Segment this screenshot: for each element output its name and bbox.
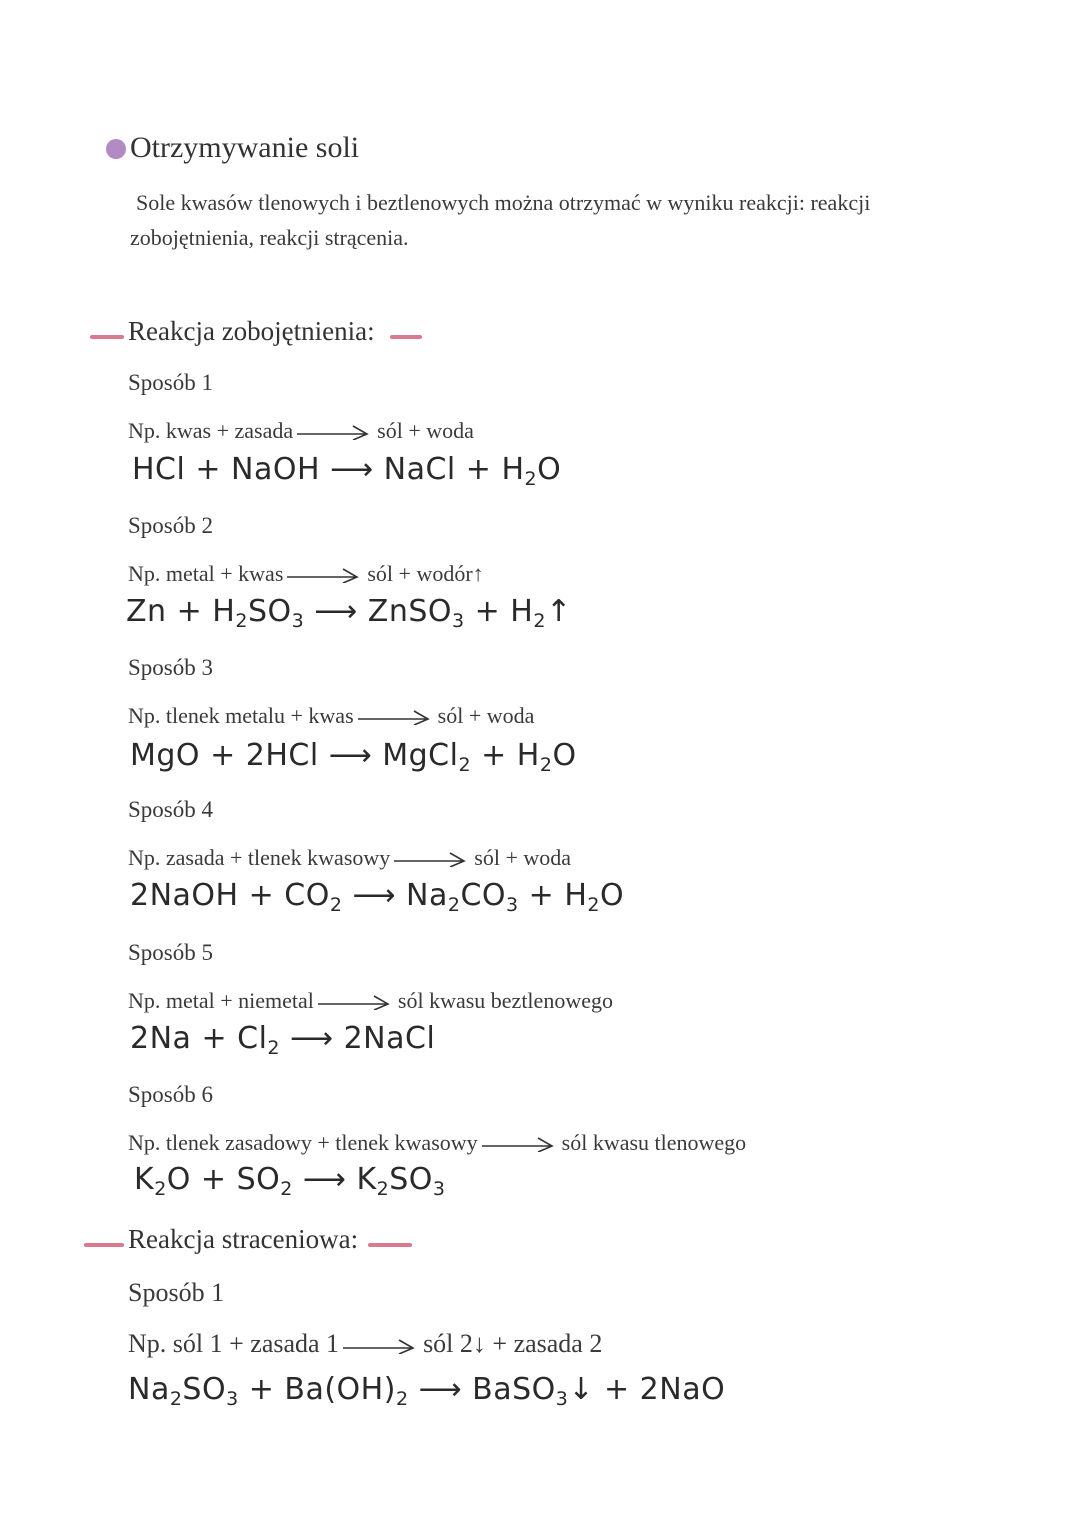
equation: $Na_2SO_3 + Ba(OH)_2$ ⟶ BaSO$_3$↓ + 2NaO: [128, 1372, 726, 1410]
arrow-icon: [341, 1336, 417, 1354]
method-label: Sposób 1: [128, 370, 213, 395]
section-heading-precipitation: Reakcja straceniowa:: [128, 1224, 359, 1254]
scheme-left: Np. zasada + tlenek kwasowy: [128, 845, 391, 870]
scheme-right: sól kwasu tlenowego: [561, 1130, 747, 1155]
arrow-icon: [285, 565, 361, 583]
scheme-right: sól 2↓ + zasada 2: [423, 1329, 603, 1358]
method-label: Sposób 3: [128, 655, 213, 680]
equation: HCl + NaOH ⟶ NaCl + $H_2O$: [132, 452, 562, 490]
heading-dash-left-icon: [84, 1243, 124, 1247]
method-scheme: [128, 418, 474, 444]
scheme-right: sól + wodór↑: [367, 561, 484, 586]
scheme-right: sól kwasu beztlenowego: [397, 988, 613, 1013]
method-label: Sposób 2: [128, 513, 213, 538]
scheme-left: Np. metal + niemetal: [128, 988, 314, 1013]
equation: MgO + 2HCl ⟶ MgCl$_2$ + $H_2O$: [130, 738, 577, 776]
arrow-icon: [316, 992, 392, 1010]
scheme-left: Np. kwas + zasada: [128, 418, 294, 443]
equation: $2Na + Cl_2$ ⟶ 2NaCl: [130, 1021, 436, 1059]
method-scheme: [128, 845, 571, 871]
arrow-icon: [295, 422, 371, 440]
scheme-left: Np. tlenek metalu + kwas: [128, 703, 354, 728]
page-title: Otrzymywanie soli: [130, 131, 360, 164]
heading-dash-left-icon: [90, 335, 124, 339]
scheme-left: Np. sól 1 + zasada 1: [128, 1329, 340, 1358]
scheme-left: Np. metal + kwas: [128, 561, 284, 586]
section-heading-neutralization: Reakcja zobojętnienia:: [128, 316, 375, 346]
arrow-icon: [356, 707, 432, 725]
method-label: Sposób 4: [128, 797, 213, 822]
scheme-right: sól + woda: [474, 845, 572, 870]
method-scheme: [128, 561, 484, 587]
scheme-right: sól + woda: [377, 418, 474, 443]
heading-dash-right-icon: [368, 1243, 412, 1247]
heading-dash-right-icon: [390, 335, 422, 339]
method-scheme: [128, 1130, 746, 1156]
method-label: Sposób 1: [128, 1278, 225, 1307]
arrow-icon: [480, 1134, 556, 1152]
title-bullet-icon: [106, 139, 126, 159]
scheme-left: Np. tlenek zasadowy + tlenek kwasowy: [128, 1130, 478, 1155]
method-label: Sposób 5: [128, 940, 213, 965]
method-scheme: [128, 703, 534, 729]
scheme-right: sól + woda: [437, 703, 535, 728]
intro-paragraph: Sole kwasów tlenowych i beztlenowych można otrzymać w wyniku reakcji: reakcji zobojętnienia, reakcji strącenia.: [130, 190, 871, 250]
method-scheme: [128, 1329, 602, 1359]
method-label: Sposób 6: [128, 1082, 213, 1107]
equation: $K_2O + SO_2$ ⟶ $K_2SO_3$: [134, 1162, 446, 1200]
equation: $Zn + H_2SO_3$ ⟶ ZnSO$_3$ + $H_2↑$: [126, 594, 572, 632]
equation: 2NaOH + $CO_2$ ⟶ $Na_2CO_3 + H_2O$: [130, 878, 625, 916]
method-scheme: [128, 988, 613, 1014]
arrow-icon: [392, 849, 468, 867]
